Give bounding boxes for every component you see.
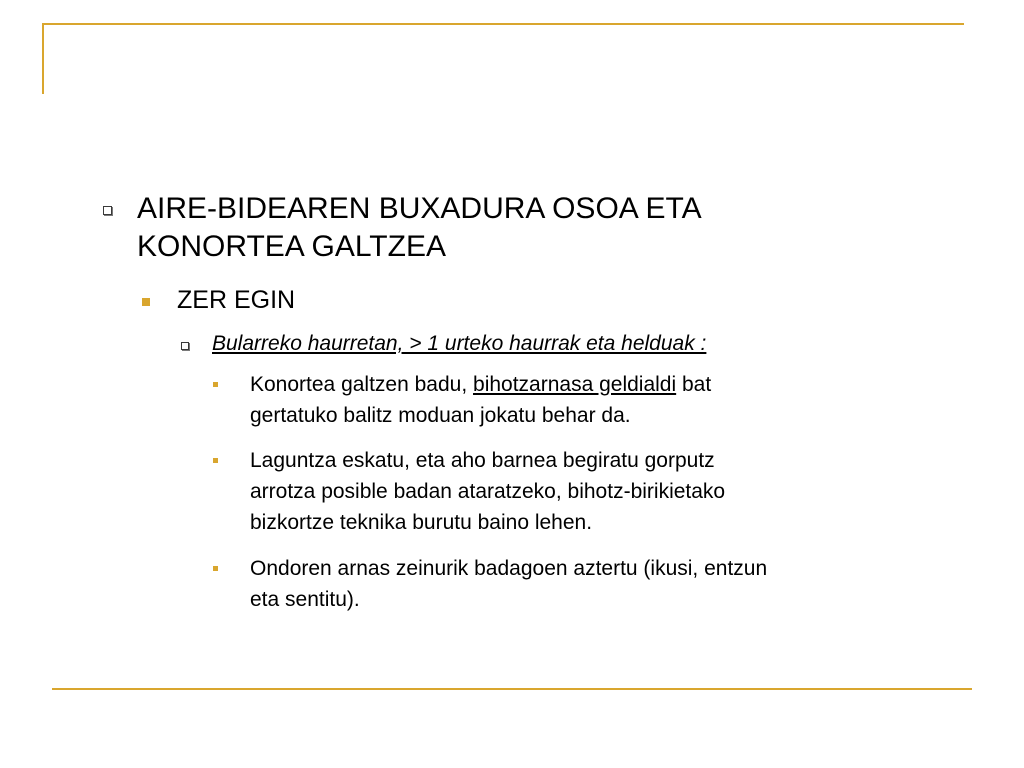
list-item-1-text-start: Konortea galtzen badu,: [250, 373, 474, 396]
hollow-square-bullet-icon: [103, 206, 112, 215]
list-item-3: [250, 553, 970, 615]
heading-line-2: KONORTEA GALTZEA: [137, 230, 446, 263]
subheading: ZER EGIN: [177, 286, 296, 314]
list-item-1: [250, 369, 970, 431]
filled-square-bullet-icon: [142, 298, 150, 306]
list-item-2-line-3: bizkortze teknika burutu baino lehen.: [250, 511, 593, 534]
list-item-1-underlined-term: bihotzarnasa geldialdi: [473, 373, 677, 396]
list-item-1-line-2: gertatuko balitz moduan jokatu behar da.: [250, 404, 631, 427]
list-item-3-line-2: eta sentitu).: [250, 588, 360, 611]
list-item-2-line-2: arrotza posible badan ataratzeko, bihotz-birikietako: [250, 480, 726, 503]
heading-line-1: AIRE-BIDEAREN BUXADURA OSOA ETA: [137, 192, 702, 225]
list-item-2-line-1: Laguntza eskatu, eta aho barnea begiratu gorputz: [250, 449, 715, 472]
list-item-2: [250, 445, 970, 538]
hollow-square-bullet-icon: [181, 342, 189, 350]
slide-heading: [137, 190, 897, 266]
small-square-bullet-icon: [213, 458, 218, 463]
list-item-1-text-end: bat: [676, 373, 712, 396]
list-item-3-line-1: Ondoren arnas zeinurik badagoen aztertu (ikusi, entzun: [250, 557, 768, 580]
small-square-bullet-icon: [213, 566, 218, 571]
small-square-bullet-icon: [213, 382, 218, 387]
group-title: Bularreko haurretan, > 1 urteko haurrak eta helduak :: [212, 332, 707, 355]
